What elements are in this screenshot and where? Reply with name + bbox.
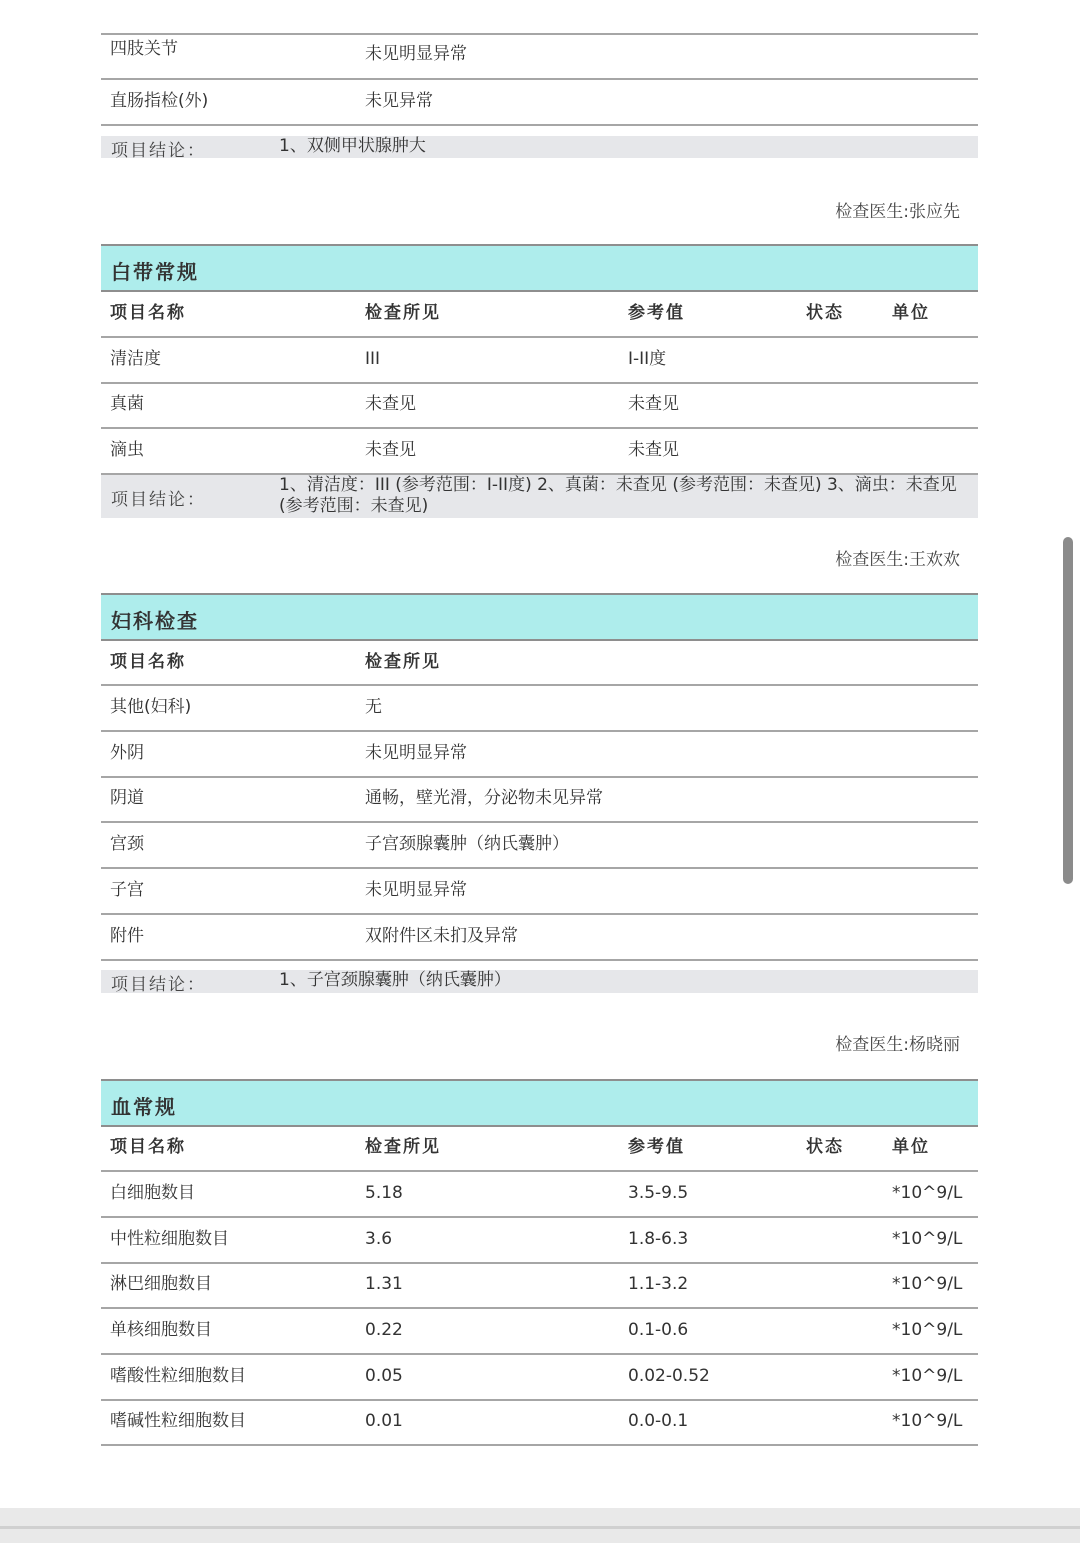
column-header-reference: 参考值	[628, 1137, 685, 1157]
item-name: 附件	[110, 926, 144, 946]
item-finding: 3.6	[365, 1229, 393, 1249]
row-divider	[101, 1262, 978, 1264]
conclusion-label: 项目结论：	[111, 490, 206, 510]
doctor-signature: 检查医生:杨晓丽	[835, 1035, 960, 1055]
item-unit: *10^9/L	[892, 1411, 963, 1431]
item-finding: III	[365, 349, 381, 369]
item-reference: 3.5-9.5	[628, 1183, 689, 1203]
row-divider	[101, 1399, 978, 1401]
item-unit: *10^9/L	[892, 1320, 963, 1340]
row-divider	[101, 1444, 978, 1446]
item-finding: 未见明显异常	[365, 44, 467, 64]
column-header-status: 状态	[806, 303, 844, 323]
section-title-bar	[101, 593, 978, 641]
item-finding: 双附件区未扪及异常	[365, 926, 518, 946]
conclusion-band	[101, 475, 978, 518]
row-divider	[101, 1216, 978, 1218]
item-reference: 0.1-0.6	[628, 1320, 689, 1340]
item-reference: 0.02-0.52	[628, 1366, 710, 1386]
column-header-name: 项目名称	[110, 303, 186, 323]
row-divider	[101, 382, 978, 384]
item-name: 四肢关节	[110, 39, 178, 59]
item-finding: 5.18	[365, 1183, 403, 1203]
item-name: 其他(妇科)	[110, 697, 192, 717]
conclusion-text: 1、双侧甲状腺肿大	[279, 136, 426, 156]
row-divider	[101, 1353, 978, 1355]
row-divider	[101, 913, 978, 915]
item-name: 嗜碱性粒细胞数目	[110, 1411, 246, 1431]
item-name: 单核细胞数目	[110, 1320, 212, 1340]
doctor-signature: 检查医生:王欢欢	[835, 550, 960, 570]
item-reference: 0.0-0.1	[628, 1411, 689, 1431]
section-title-bar	[101, 244, 978, 292]
item-finding: 未查见	[365, 440, 416, 460]
conclusion-band	[101, 136, 978, 161]
row-divider	[101, 427, 978, 429]
row-divider	[101, 867, 978, 869]
item-name: 清洁度	[110, 349, 161, 369]
conclusion-label: 项目结论：	[111, 141, 206, 161]
item-name: 白细胞数目	[110, 1183, 195, 1203]
item-reference: 未查见	[628, 394, 679, 414]
item-finding: 子宫颈腺囊肿（纳氏囊肿）	[365, 834, 569, 854]
item-name: 直肠指检(外)	[110, 91, 209, 111]
column-header-unit: 单位	[892, 1137, 930, 1157]
item-name: 嗜酸性粒细胞数目	[110, 1366, 246, 1386]
item-finding: 未查见	[365, 394, 416, 414]
item-finding: 无	[365, 697, 382, 717]
row-divider	[101, 959, 978, 961]
row-divider	[101, 776, 978, 778]
row-divider	[101, 78, 978, 80]
item-name: 宫颈	[110, 834, 144, 854]
conclusion-text: 1、子宫颈腺囊肿（纳氏囊肿）	[279, 970, 511, 990]
item-reference: I-II度	[628, 349, 667, 369]
conclusion-text: 1、清洁度：III (参考范围：I-II度) 2、真菌：未查见 (参考范围：未查见) 3、滴虫：未查见 (参考范围：未查见)	[279, 475, 957, 516]
section-title: 妇科检查	[111, 609, 199, 633]
section-title: 血常规	[111, 1095, 177, 1119]
item-finding: 0.05	[365, 1366, 403, 1386]
item-name: 滴虫	[110, 440, 144, 460]
item-unit: *10^9/L	[892, 1229, 963, 1249]
item-name: 中性粒细胞数目	[110, 1229, 229, 1249]
section-title-bar	[101, 1079, 978, 1127]
row-divider	[101, 1170, 978, 1172]
column-header-status: 状态	[806, 1137, 844, 1157]
vertical-scrollbar[interactable]	[1063, 537, 1073, 884]
column-header-finding: 检查所见	[365, 652, 441, 672]
item-name: 外阴	[110, 743, 144, 763]
row-divider	[101, 33, 978, 35]
column-header-finding: 检查所见	[365, 303, 441, 323]
item-finding: 0.01	[365, 1411, 403, 1431]
section-title: 白带常规	[111, 260, 199, 284]
column-header-finding: 检查所见	[365, 1137, 441, 1157]
item-unit: *10^9/L	[892, 1274, 963, 1294]
row-divider	[101, 124, 978, 126]
page-footer-divider	[0, 1526, 1080, 1529]
conclusion-label: 项目结论：	[111, 975, 206, 995]
item-unit: *10^9/L	[892, 1183, 963, 1203]
item-name: 淋巴细胞数目	[110, 1274, 212, 1294]
item-finding: 0.22	[365, 1320, 403, 1340]
item-reference: 1.1-3.2	[628, 1274, 689, 1294]
row-divider	[101, 684, 978, 686]
doctor-signature: 检查医生:张应先	[835, 202, 960, 222]
item-reference: 1.8-6.3	[628, 1229, 689, 1249]
item-finding: 未见异常	[365, 91, 433, 111]
item-reference: 未查见	[628, 440, 679, 460]
row-divider	[101, 821, 978, 823]
row-divider	[101, 336, 978, 338]
conclusion-band	[101, 970, 978, 993]
item-finding: 1.31	[365, 1274, 403, 1294]
item-name: 子宫	[110, 880, 144, 900]
column-header-name: 项目名称	[110, 1137, 186, 1157]
item-name: 真菌	[110, 394, 144, 414]
column-header-reference: 参考值	[628, 303, 685, 323]
item-unit: *10^9/L	[892, 1366, 963, 1386]
item-finding: 未见明显异常	[365, 880, 467, 900]
row-divider	[101, 1307, 978, 1309]
item-name: 阴道	[110, 788, 144, 808]
row-divider	[101, 730, 978, 732]
item-finding: 未见明显异常	[365, 743, 467, 763]
column-header-unit: 单位	[892, 303, 930, 323]
item-finding: 通畅，壁光滑，分泌物未见异常	[365, 788, 603, 808]
column-header-name: 项目名称	[110, 652, 186, 672]
